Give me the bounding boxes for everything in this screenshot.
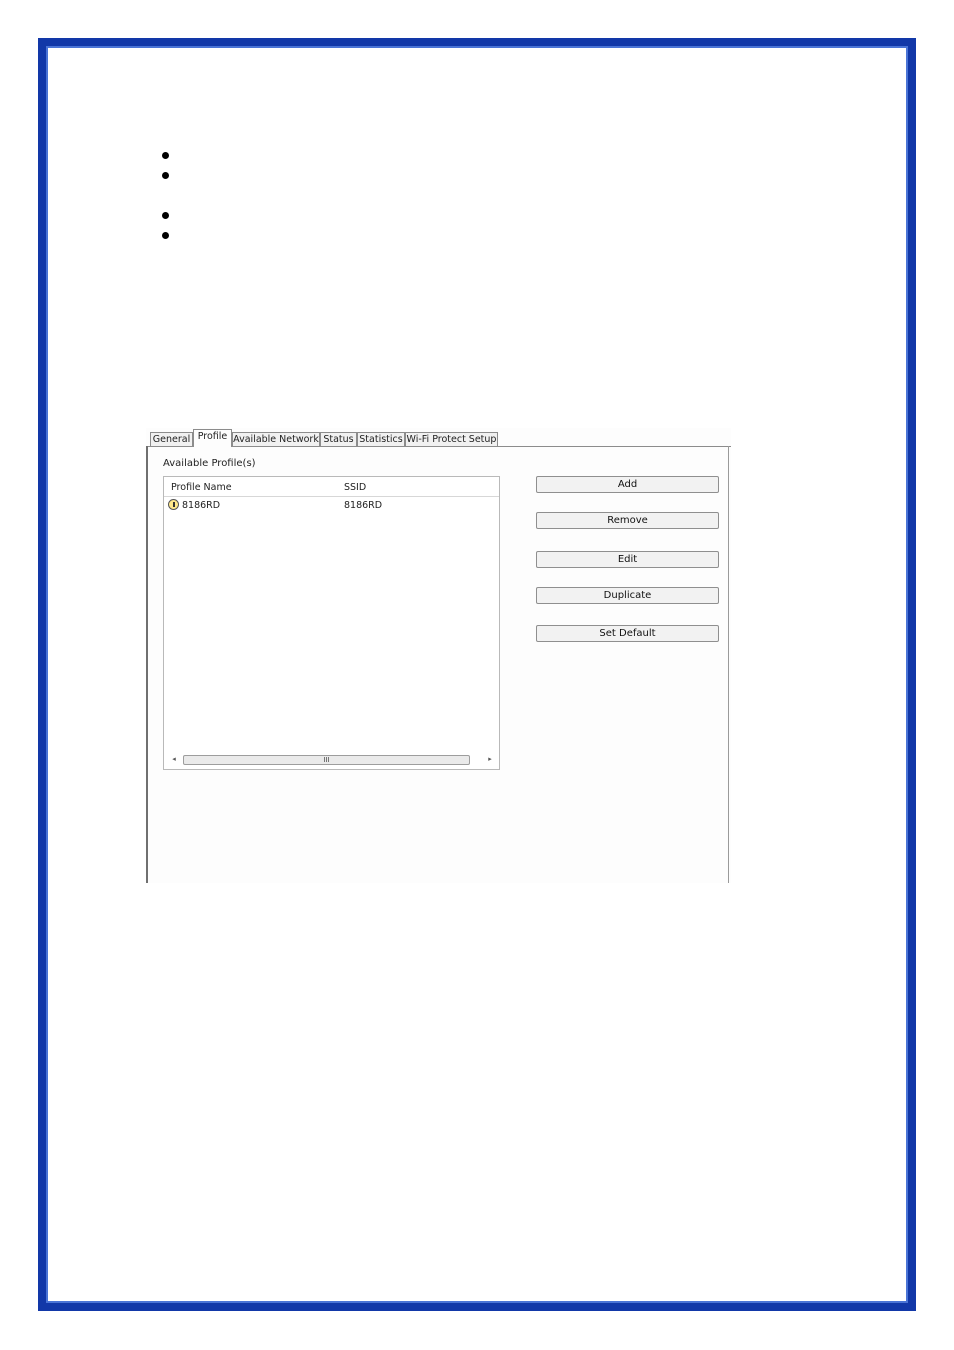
tab-wifi-protect-setup[interactable]: Wi-Fi Protect Setup [406,434,497,445]
column-header-ssid[interactable]: SSID [344,482,367,493]
panel-left-edge [146,446,148,883]
tab-statistics[interactable]: Statistics [357,432,405,446]
add-button[interactable]: Add [536,476,719,493]
tab-available-network[interactable]: Available Network [233,434,319,445]
available-profiles-label: Available Profile(s) [163,458,256,469]
profile-list[interactable] [163,476,500,770]
tab-profile[interactable]: Profile [193,429,232,447]
bullet-point [162,232,169,239]
panel-right-edge [728,446,729,883]
profile-list-header [164,477,499,497]
profile-ssid-cell: 8186RD [344,500,383,511]
edit-button[interactable]: Edit [536,551,719,568]
duplicate-button[interactable]: Duplicate [536,587,719,604]
bullet-point [162,152,169,159]
tab-general[interactable]: General [150,432,193,446]
scroll-right-icon[interactable]: ▸ [488,755,492,763]
scroll-thumb[interactable]: III [183,755,470,765]
remove-button[interactable]: Remove [536,512,719,529]
set-default-button[interactable]: Set Default [536,625,719,642]
connected-profile-icon [168,499,179,510]
tab-status[interactable]: Status [320,432,357,446]
list-item[interactable] [164,498,499,513]
column-header-profile-name[interactable]: Profile Name [171,482,232,493]
bullet-point [162,212,169,219]
bullet-point [162,172,169,179]
horizontal-scrollbar[interactable] [169,754,495,765]
profile-name-cell: 8186RD [182,500,221,511]
scroll-left-icon[interactable]: ◂ [172,755,176,763]
profile-dialog-screenshot [146,428,731,883]
